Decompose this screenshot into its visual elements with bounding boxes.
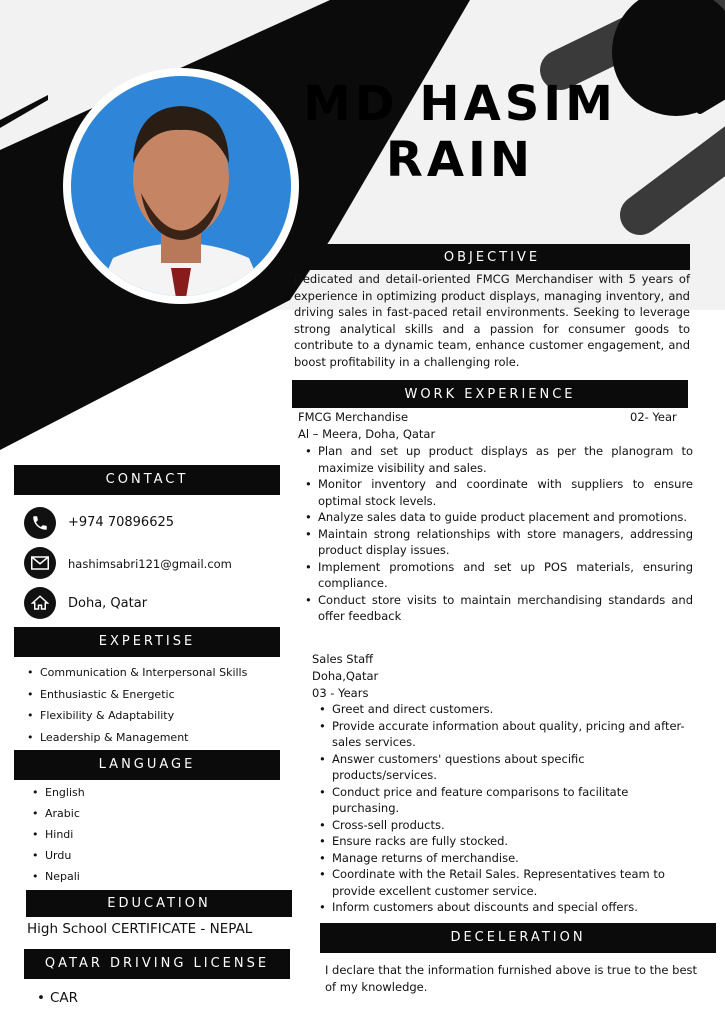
language-heading: LANGUAGE xyxy=(14,750,280,780)
list-item: • Provide accurate information about quality, pricing and after-sales services. xyxy=(332,718,692,751)
job2-duration: 03 - Years xyxy=(312,686,369,700)
list-item: • Nepali xyxy=(45,866,85,887)
license-heading: QATAR DRIVING LICENSE xyxy=(24,949,290,979)
list-item: • Inform customers about discounts and special offers. xyxy=(332,899,692,916)
name-line-2: RAIN xyxy=(385,132,535,188)
list-item: • Greet and direct customers. xyxy=(332,701,692,718)
email-address: hashimsabri121@gmail.com xyxy=(68,557,232,571)
list-item: • Maintain strong relationships with store managers, addressing product display issues. xyxy=(318,526,693,559)
list-item: • Coordinate with the Retail Sales. Representatives team to provide excellent customer service. xyxy=(332,866,692,899)
list-item: • Flexibility & Adaptability xyxy=(40,705,247,727)
contact-heading: CONTACT xyxy=(14,465,280,495)
email-icon xyxy=(24,547,56,579)
list-item: • Arabic xyxy=(45,803,85,824)
job1-company: Al – Meera, Doha, Qatar xyxy=(298,427,436,441)
list-item: • Communication & Interpersonal Skills xyxy=(40,662,247,684)
name-line-1: MD HASIM xyxy=(303,76,617,132)
education-text: High School CERTIFICATE - NEPAL xyxy=(27,921,253,937)
list-item: • Hindi xyxy=(45,824,85,845)
list-item: • Analyze sales data to guide product placement and promotions. xyxy=(318,509,693,526)
home-icon xyxy=(24,587,56,619)
list-item: • Enthusiastic & Energetic xyxy=(40,684,247,706)
avatar xyxy=(63,68,299,304)
job1-duties xyxy=(318,443,693,625)
language-list xyxy=(45,782,85,887)
list-item: • Conduct price and feature comparisons to facilitate purchasing. xyxy=(332,784,692,817)
license-list xyxy=(50,990,78,1007)
profile-photo xyxy=(63,68,299,304)
list-item: • Manage returns of merchandise. xyxy=(332,850,692,867)
objective-text: Dedicated and detail-oriented FMCG Merchandiser with 5 years of experience in optimizing product displays, managing inventory, and driving sales in fast-paced retail environments. Seeking to leverage strong analytical skills and a passion for consumer goods to contribute to a dynamic team, enhance customer engagement, and boost profitability in a challenging role. xyxy=(294,272,690,369)
objective-heading: OBJECTIVE xyxy=(294,244,690,270)
list-item: • Cross-sell products. xyxy=(332,817,692,834)
expertise-list xyxy=(40,662,247,748)
list-item: • English xyxy=(45,782,85,803)
declaration-heading: DECELERATION xyxy=(320,923,716,953)
job2-duties xyxy=(332,701,692,916)
list-item: • Plan and set up product displays as per the planogram to maximize visibility and sales. xyxy=(318,443,693,476)
work-experience-heading: WORK EXPERIENCE xyxy=(292,380,688,408)
list-item: • Leadership & Management xyxy=(40,727,247,749)
list-item: • Urdu xyxy=(45,845,85,866)
job1-duration: 02- Year xyxy=(630,410,677,424)
list-item: • Answer customers' questions about specific products/services. xyxy=(332,751,692,784)
list-item: • Ensure racks are fully stocked. xyxy=(332,833,692,850)
list-item: • Conduct store visits to maintain merchandising standards and offer feedback xyxy=(318,592,693,625)
list-item: • Monitor inventory and coordinate with suppliers to ensure optimal stock levels. xyxy=(318,476,693,509)
job2-role: Sales Staff xyxy=(312,652,374,666)
job1-role: FMCG Merchandise xyxy=(298,410,409,424)
education-heading: EDUCATION xyxy=(26,890,292,917)
expertise-heading: EXPERTISE xyxy=(14,627,280,657)
list-item: • Implement promotions and set up POS materials, ensuring compliance. xyxy=(318,559,693,592)
declaration-text: I declare that the information furnished above is true to the best of my knowledge. xyxy=(325,963,698,994)
phone-number: +974 70896625 xyxy=(68,515,175,530)
phone-icon xyxy=(24,507,56,539)
job2-location: Doha,Qatar xyxy=(312,669,379,683)
list-item: • CAR xyxy=(50,990,78,1007)
address: Doha, Qatar xyxy=(68,596,148,611)
